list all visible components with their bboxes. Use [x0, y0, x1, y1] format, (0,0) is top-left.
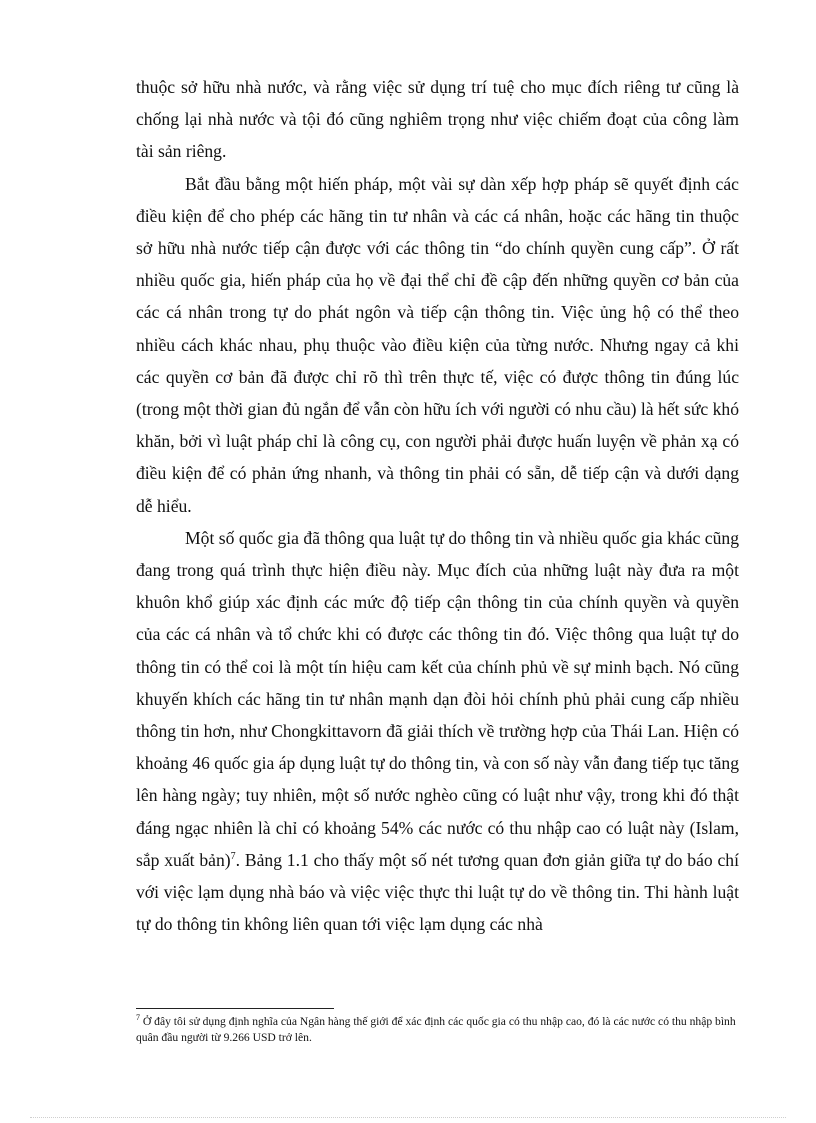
paragraph-text-after-footnote: . Bảng 1.1 cho thấy một số nét tương quan đơn giản giữa tự do báo chí với việc lạm dụng nhà báo và việc việc thực thi luật tự do về thông tin. Thi hành luật tự do thông tin không liên quan tới việc lạm dụng các nhà [136, 849, 739, 935]
footnote-marker: 7 [136, 1013, 140, 1023]
paragraph-constitution: Bắt đầu bằng một hiến pháp, một vài sự dàn xếp hợp pháp sẽ quyết định các điều kiện để cho phép các hãng tin tư nhân và các cá nhân, hoặc các hãng tin thuộc sở hữu nhà nước tiếp cận được với các thông tin “do chính quyền cung cấp”. Ở rất nhiều quốc gia, hiến pháp của họ về đại thể chỉ đề cập đến những quyền cơ bản của các cá nhân trong tự do phát ngôn và tiếp cận thông tin. Việc ủng hộ có thể theo nhiều cách khác nhau, phụ thuộc vào điều kiện của từng nước. Nhưng ngay cả khi các quyền cơ bản đã được chỉ rõ thì trên thực tế, việc có được thông tin đúng lúc (trong một thời gian đủ ngắn để vẫn còn hữu ích với người có nhu cầu) là hết sức khó khăn, bởi vì luật pháp chỉ là công cụ, con người phải được huấn luyện về phản xạ có điều kiện để có phản ứng nhanh, và thông tin phải có sẵn, dễ tiếp cận và dưới dạng dễ hiểu. [136, 173, 739, 516]
footnote-separator [136, 1008, 334, 1009]
paragraph-freedom-of-information [136, 522, 739, 941]
paragraph-text-before-footnote: Một số quốc gia đã thông qua luật tự do thông tin và nhiều quốc gia khác cũng đang trong quá trình thực hiện điều này. Mục đích của những luật này đưa ra một khuôn khổ giúp xác định các mức độ tiếp cận thông tin của chính quyền và quyền của các cá nhân và tổ chức khi có được các thông tin đó. Việc thông qua luật tự do thông tin có thể coi là một tín hiệu cam kết của chính phủ về sự minh bạch. Nó cũng khuyến khích các hãng tin tư nhân mạnh dạn đòi hỏi chính phủ phải cung cấp nhiều thông tin hơn, như Chongkittavorn đã giải thích về trường hợp của Thái Lan. Hiện có khoảng 46 quốc gia áp dụng luật tự do thông tin, và con số này vẫn đang tiếp tục tăng lên hàng ngày; tuy nhiên, một số nước nghèo cũng có luật như vậy, trong khi đó thật đáng ngạc nhiên là chỉ có khoảng 54% các nước có thu nhập cao có luật này (Islam, sắp xuất bản) [136, 527, 739, 870]
page-bottom-edge [30, 1117, 786, 1118]
paragraph-continuation: thuộc sở hữu nhà nước, và rằng việc sử dụng trí tuệ cho mục đích riêng tư cũng là chống lại nhà nước và tội đó cũng nghiêm trọng như việc chiếm đoạt của công làm tài sản riêng. [136, 77, 739, 162]
body-text [136, 71, 739, 940]
footnote-text: Ở đây tôi sử dụng định nghĩa của Ngân hàng thế giới để xác định các quốc gia có thu nhập cao, đó là các nước có thu nhập bình quân đầu người từ 9.266 USD trở lên. [136, 1015, 736, 1044]
footnote [136, 1014, 739, 1046]
footnote-reference: 7 [230, 851, 236, 863]
